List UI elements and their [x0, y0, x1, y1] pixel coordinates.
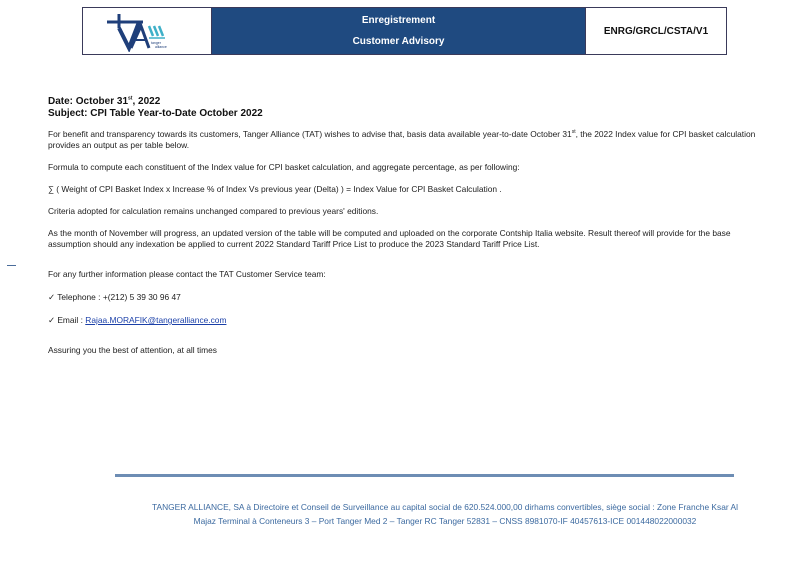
logo-cell: [83, 8, 212, 54]
november-update-paragraph: As the month of November will progress, an updated version of the table will be computed and uploaded on the corporate Contship Italia website. Result thereof will provide for the base assumption should any indexation be applied to current 2022 Standard Tariff Price List to produce the 2023 Standard Tariff Price List.: [48, 228, 731, 249]
tanger-alliance-logo-icon: [103, 12, 193, 52]
document-subject: Subject: CPI Table Year-to-Date October 2022: [48, 108, 263, 119]
telephone-line: ✓ Telephone : +(212) 5 39 30 96 47: [48, 292, 181, 302]
header-title-customer-advisory: Customer Advisory: [352, 36, 445, 47]
formula-intro-paragraph: Formula to compute each constituent of the Index value for CPI basket calculation, and aggregate percentage, as per following:: [48, 162, 520, 172]
footer-divider: [115, 474, 734, 477]
svg-text:alliance: alliance: [155, 45, 167, 49]
closing-line: Assuring you the best of attention, at all times: [48, 345, 217, 355]
header-title-block: [212, 8, 585, 54]
svg-text:tanger: tanger: [151, 41, 161, 45]
email-line: ✓ Email : Rajaa.MORAFIK@tangeralliance.com: [48, 315, 227, 325]
document-header: [82, 7, 727, 55]
email-link[interactable]: Rajaa.MORAFIK@tangeralliance.com: [85, 315, 227, 325]
document-body: [48, 96, 768, 356]
intro-paragraph: For benefit and transparency towards its customers, Tanger Alliance (TAT) wishes to advise that, basis data available year-to-date October 31st, the 2022 Index value for CPI basket calculation provides an output as per table below.: [48, 129, 756, 150]
margin-mark: [7, 265, 16, 266]
document-date: Date: October 31st, 2022: [48, 95, 161, 107]
footer-line-2: Majaz Terminal à Conteneurs 3 – Port Tanger Med 2 – Tanger RC Tanger 52831 – CNSS 8981070-IF 40457613-ICE 001448022000032: [193, 516, 697, 526]
criteria-paragraph: Criteria adopted for calculation remains unchanged compared to previous years' editions.: [48, 206, 379, 216]
contact-intro: For any further information please contact the TAT Customer Service team:: [48, 269, 326, 279]
document-reference: ENRG/GRCL/CSTA/V1: [585, 8, 726, 54]
footer-legal-text: [110, 500, 780, 528]
formula-text: ∑ ( Weight of CPI Basket Index x Increase % of Index Vs previous year (Delta) ) = Index Value for CPI Basket Calculation .: [48, 184, 502, 194]
footer-line-1: TANGER ALLIANCE, SA à Directoire et Conseil de Surveillance au capital social de 620.524.000,00 dirhams convertibles, siège social : Zone Franche Ksar Al: [152, 502, 738, 512]
header-title-enregistrement: Enregistrement: [361, 15, 436, 26]
